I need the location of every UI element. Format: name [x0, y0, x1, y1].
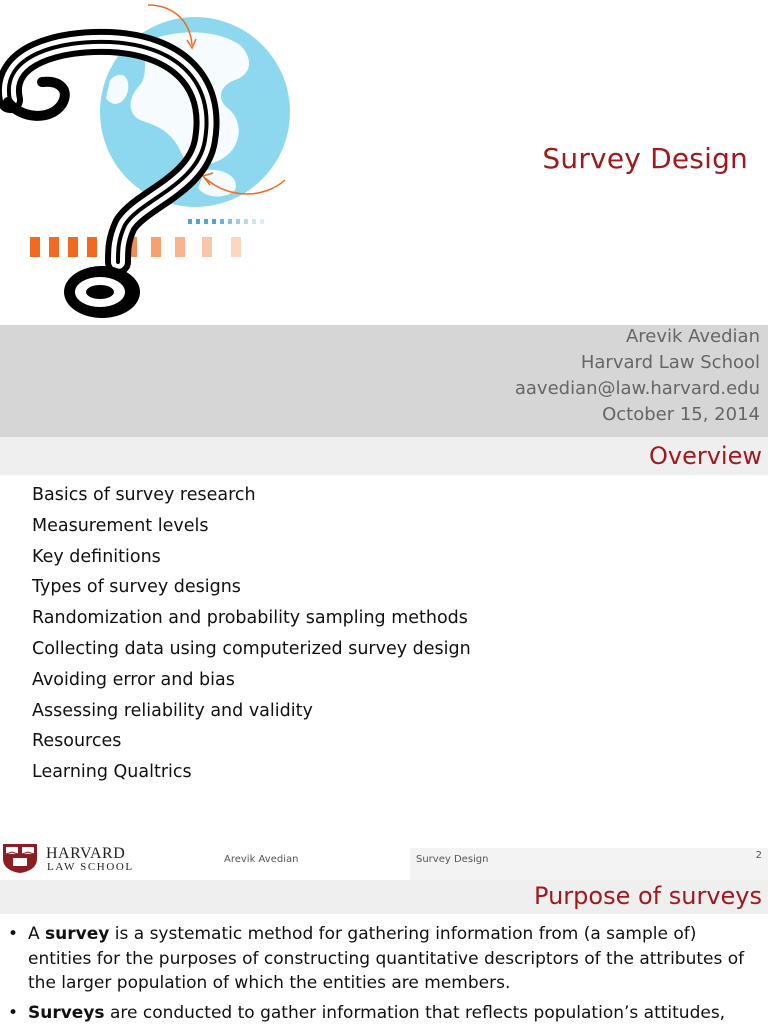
slide-title: Overview	[649, 442, 762, 470]
bullet-bold-term: Surveys	[28, 1003, 105, 1023]
list-item: Measurement levels	[32, 515, 209, 536]
list-item: Assessing reliability and validity	[32, 700, 313, 721]
harvard-law-school-logo	[2, 843, 162, 873]
presentation-date: October 15, 2014	[602, 404, 760, 425]
footer-author: Arevik Avedian	[224, 854, 299, 865]
presenter-name: Arevik Avedian	[625, 326, 760, 347]
presenter-email: aavedian@law.harvard.edu	[514, 378, 760, 399]
orange-dash-strip	[30, 237, 241, 257]
slide-footer	[0, 835, 768, 880]
presenter-info-band	[0, 325, 768, 437]
bullet-dot: •	[8, 924, 19, 944]
logo-line-2: LAW SCHOOL	[47, 861, 134, 873]
shield-icon	[3, 844, 37, 873]
list-item: Learning Qualtrics	[32, 762, 192, 783]
list-item: Resources	[32, 731, 122, 752]
footer-page-number: 2	[755, 850, 762, 861]
bullet-bold-term: survey	[45, 924, 110, 944]
slide-title: Purpose of surveys	[534, 882, 762, 910]
bullet-survey-definition	[8, 922, 753, 996]
footer-doc-title: Survey Design	[416, 854, 489, 865]
bullet-text: are conducted to gather information that reflects population’s attitudes,	[104, 1003, 726, 1023]
presenter-affiliation: Harvard Law School	[580, 352, 760, 373]
list-item: Key definitions	[32, 546, 161, 567]
presentation-title: Survey Design	[542, 142, 748, 175]
bullet-survey-purpose	[8, 1001, 753, 1026]
title-artwork	[0, 0, 300, 330]
list-item: Collecting data using computerized survey design	[32, 638, 471, 659]
list-item: Randomization and probability sampling methods	[32, 608, 468, 629]
list-item: Basics of survey research	[32, 485, 256, 505]
bullet-dot: •	[8, 1003, 19, 1023]
purpose-slide	[0, 880, 768, 1024]
logo-line-1: HARVARD	[46, 845, 126, 862]
overview-slide	[0, 437, 768, 880]
list-item: Types of survey designs	[32, 577, 241, 598]
overview-list	[32, 480, 471, 788]
title-slide	[0, 0, 768, 437]
bullet-text: A	[28, 924, 46, 944]
blue-dash-strip	[188, 219, 264, 224]
list-item: Avoiding error and bias	[32, 669, 235, 690]
bullet-text: is a systematic method for gathering information from (a sample of) entities for the purposes of constructing quantitative descriptors of the attributes of the larger population of which the entities are members.	[28, 924, 745, 993]
